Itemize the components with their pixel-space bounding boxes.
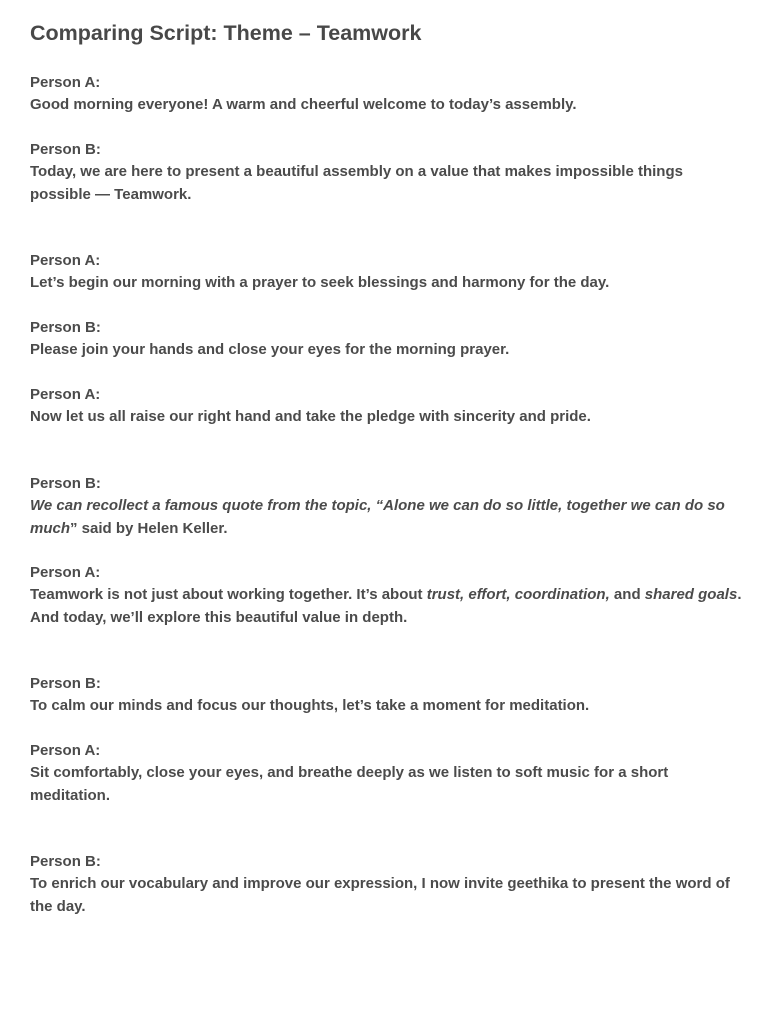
- emphasis-text: shared goals: [644, 586, 738, 603]
- speaker-line: [30, 584, 742, 629]
- speaker-line: Sit comfortably, close your eyes, and breathe deeply as we listen to soft music for a short meditation.: [30, 764, 669, 804]
- quote-text: We can recollect a famous quote from the topic, “Alone we can do so little, together we can do so much: [30, 497, 725, 537]
- script-entry: [30, 473, 742, 540]
- script-entry: [30, 851, 742, 918]
- speaker-line: Please join your hands and close your eyes for the morning prayer.: [30, 341, 510, 358]
- quote-attribution: ” said by Helen Keller.: [70, 519, 228, 537]
- speaker-label: Person A:: [30, 564, 101, 581]
- line-segment: . And today, we’ll explore this beautiful value in depth.: [30, 586, 742, 626]
- speaker-label: Person A:: [30, 252, 101, 269]
- document-title: Comparing Script: Theme – Teamwork: [30, 21, 422, 45]
- speaker-line: Let’s begin our morning with a prayer to seek blessings and harmony for the day.: [30, 274, 610, 291]
- script-entry: [30, 740, 742, 807]
- script-entry: [30, 384, 742, 429]
- speaker-line: Good morning everyone! A warm and cheerful welcome to today’s assembly.: [30, 96, 577, 113]
- speaker-line: Now let us all raise our right hand and take the pledge with sincerity and pride.: [30, 408, 591, 425]
- speaker-line: To enrich our vocabulary and improve our expression, I now invite geethika to present the word of the day.: [30, 875, 730, 915]
- speaker-line: [30, 495, 742, 540]
- speaker-line: To calm our minds and focus our thoughts, let’s take a moment for meditation.: [30, 697, 590, 714]
- script-entry: [30, 562, 742, 629]
- speaker-label: Person A:: [30, 74, 101, 91]
- speaker-label: Person B:: [30, 141, 101, 158]
- script-entry: [30, 317, 742, 362]
- speaker-label: Person B:: [30, 853, 101, 870]
- script-entry: [30, 139, 742, 206]
- line-segment: Teamwork is not just about working together. It’s about: [30, 586, 427, 603]
- speaker-label: Person B:: [30, 475, 101, 492]
- script-entry: [30, 250, 742, 295]
- script-entry: [30, 72, 742, 117]
- speaker-label: Person B:: [30, 319, 101, 336]
- speaker-label: Person A:: [30, 742, 101, 759]
- line-segment: and: [609, 586, 645, 603]
- speaker-label: Person B:: [30, 675, 101, 692]
- script-entry: [30, 673, 742, 718]
- emphasis-text: trust, effort, coordination,: [426, 586, 610, 603]
- speaker-line: Today, we are here to present a beautiful assembly on a value that makes impossible things possible — Teamwork.: [30, 163, 683, 203]
- speaker-label: Person A:: [30, 386, 101, 403]
